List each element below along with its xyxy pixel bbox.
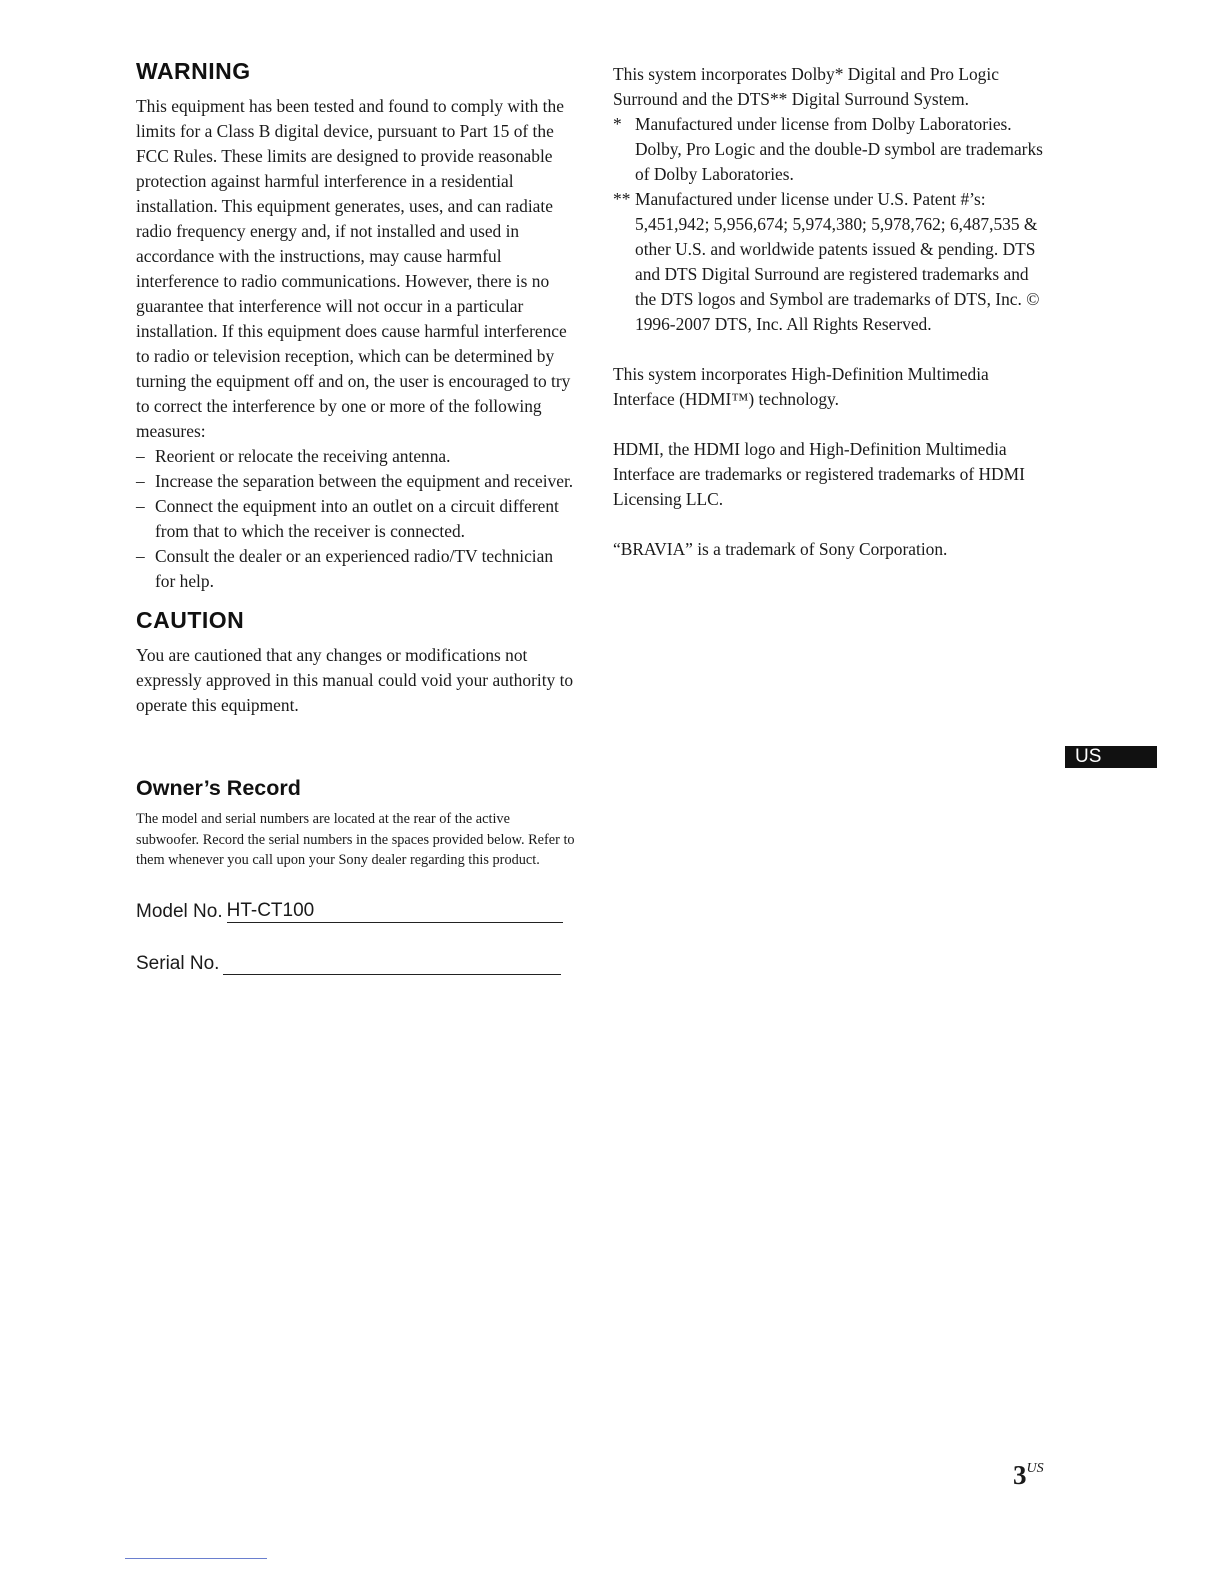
serial-number-row [136,951,576,975]
footnote-dolby-line1: Manufactured under license from Dolby Laboratories. [635,114,1012,134]
footnote-mark: * [613,114,622,134]
measure-item: – Connect the equipment into an outlet on a circuit different from that to which the receiver is connected. [136,494,576,544]
owners-record-heading: Owner’s Record [136,776,301,800]
page-number [1013,1460,1044,1491]
caution-body: You are cautioned that any changes or modifications not expressly approved in this manual could void your authority to operate this equipment. [136,645,574,715]
serial-number-label: Serial No. [136,952,220,974]
owners-record-body: The model and serial numbers are located at the rear of the active subwoofer. Record the serial numbers in the spaces provided below. Refer to them whenever you call upon your Sony dealer regarding this product. [136,811,575,868]
page-number-value: 3 [1013,1460,1027,1490]
footnote-dolby-line2: Dolby, Pro Logic and the double-D symbol are trademarks of Dolby Laboratories. [635,139,1043,184]
warning-body: This equipment has been tested and found to comply with the limits for a Class B digital device, pursuant to Part 15 of the FCC Rules. These limits are designed to provide reasonable protection against harmful interference in a residential installation. This equipment generates, uses, and can radiate radio frequency energy and, if not installed and used in accordance with the instructions, may cause harmful interference to radio communications. However, there is no guarantee that interference will not occur in a particular installation. If this equipment does cause harmful interference to radio or television reception, which can be determined by turning the equipment off and on, the user is encouraged to try to correct the interference by one or more of the following measures: [136,96,571,441]
measure-item: – Increase the separation between the equipment and receiver. [136,469,576,494]
warning-heading: WARNING [136,58,251,84]
footnote-dts-text: Manufactured under license under U.S. Patent #’s: 5,451,942; 5,956,674; 5,974,380; 5,978,762; 6,487,535 & other U.S. and worldwide patents issued & pending. DTS and DTS Digital Surround are registered trademarks and the DTS logos and Symbol are trademarks of DTS, Inc. © 1996-2007 DTS, Inc. All Rights Reserved. [635,189,1040,334]
hdmi-intro: This system incorporates High-Definition Multimedia Interface (HDMI™) technology. [613,364,989,409]
bravia-trademark: “BRAVIA” is a trademark of Sony Corporation. [613,539,948,559]
left-column [136,58,576,975]
footnote-mark: ** [613,189,631,209]
footnote-dts [613,187,1053,337]
page-number-suffix: US [1026,1461,1044,1476]
model-number-row [136,899,576,923]
owners-record-section [136,776,576,975]
warning-section [136,58,576,594]
measure-item: – Consult the dealer or an experienced radio/TV technician for help. [136,544,576,594]
hdmi-trademark: HDMI, the HDMI logo and High-Definition Multimedia Interface are trademarks or registered trademarks of HDMI Licensing LLC. [613,439,1025,509]
region-tab: US [1065,746,1157,768]
model-number-label: Model No. [136,900,223,922]
measure-item: – Reorient or relocate the receiving antenna. [136,444,576,469]
right-column [613,62,1053,562]
bottom-rule [125,1558,267,1559]
serial-number-field [223,951,561,975]
dolby-dts-intro: This system incorporates Dolby* Digital and Pro Logic Surround and the DTS** Digital Surround System. [613,64,999,109]
footnote-dolby [613,112,1053,187]
model-number-field: HT-CT100 [227,899,563,923]
measures-list [136,444,576,594]
caution-heading: CAUTION [136,607,245,633]
caution-section [136,607,576,718]
